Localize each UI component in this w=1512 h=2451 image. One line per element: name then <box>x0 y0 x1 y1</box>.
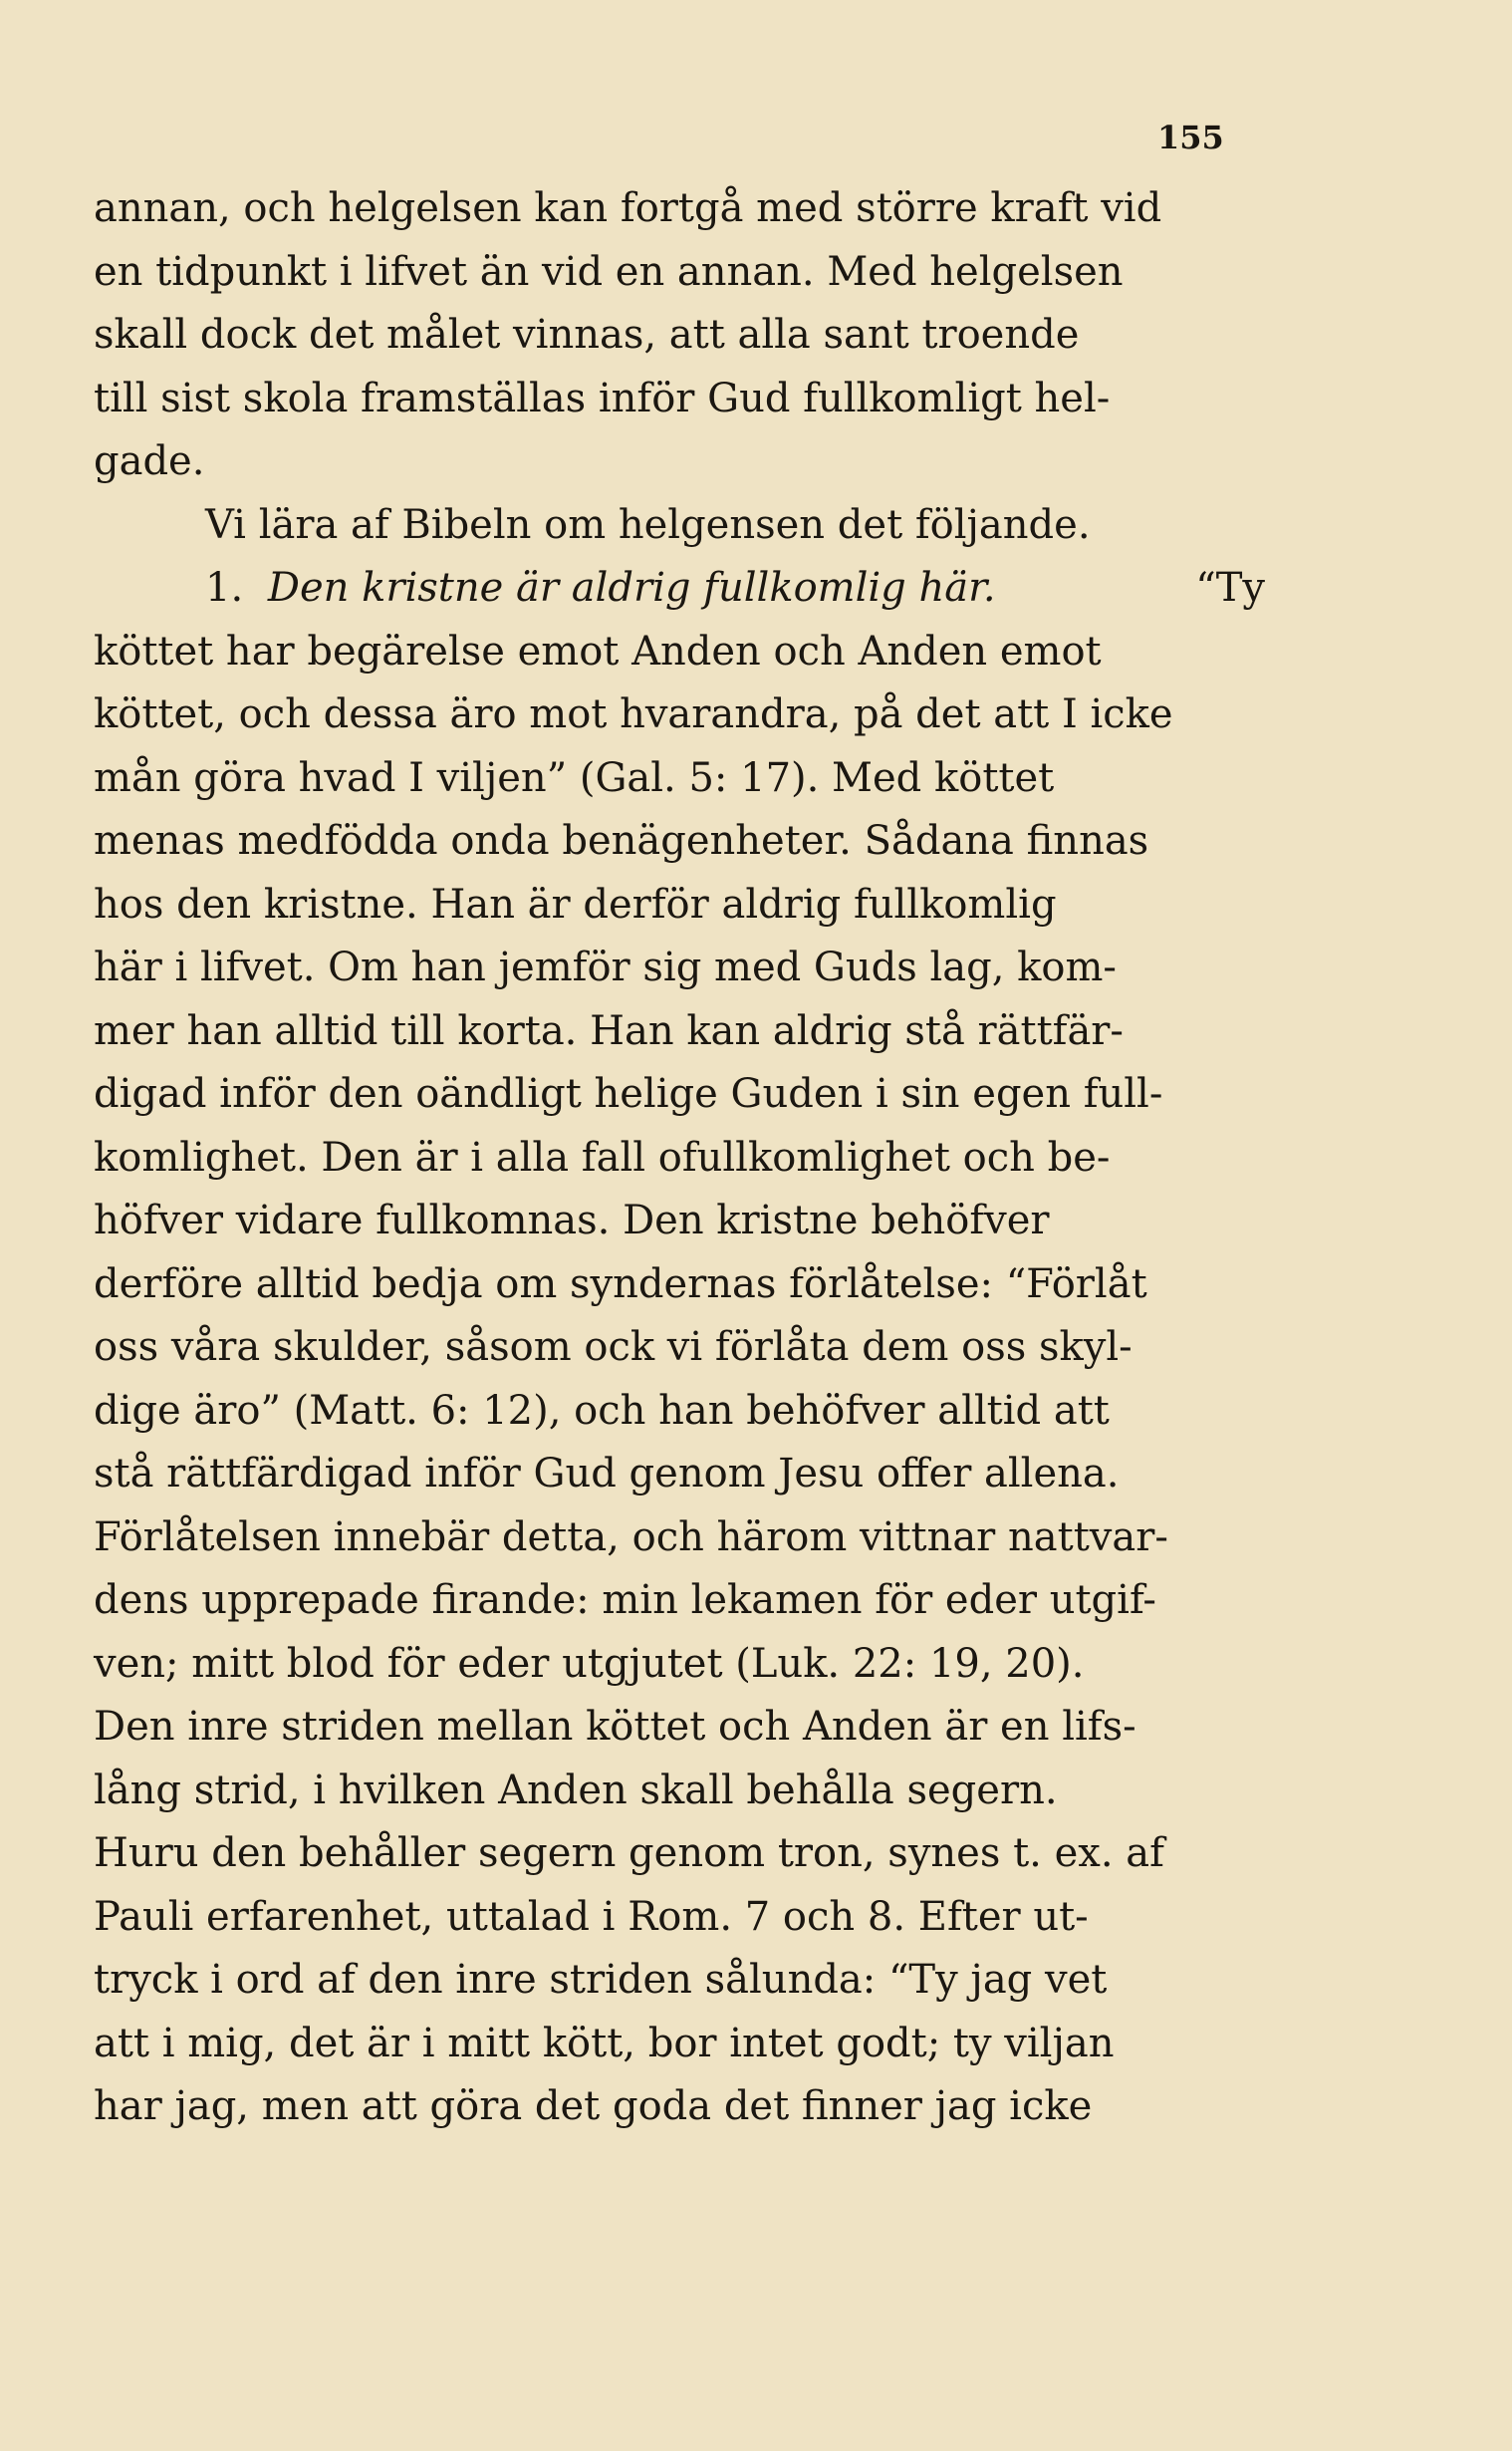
numbered-heading-line <box>94 557 1265 621</box>
body-text <box>94 177 1265 2139</box>
text-line: här i lifvet. Om han jemför sig med Guds lag, kom- <box>94 945 1117 990</box>
text-line: derföre alltid bedja om syndernas förlåtelse: “Förlåt <box>94 1260 1147 1307</box>
text-line: Pauli erfarenhet, uttalad i Rom. 7 och 8. Efter ut- <box>94 1893 1089 1940</box>
text-line: gade. <box>94 438 205 484</box>
text-line: ven; mitt blod för eder utgjutet (Luk. 22: 19, 20). <box>94 1640 1085 1687</box>
text-line: att i mig, det är i mitt kött, bor intet godt; ty viljan <box>94 2020 1115 2066</box>
text-line: höfver vidare fullkomnas. Den kristne behöfver <box>94 1198 1050 1243</box>
text-line: lång strid, i hvilken Anden skall behålla segern. <box>94 1767 1058 1813</box>
text-line: mer han alltid till korta. Han kan aldrig stå rättfär- <box>94 1007 1124 1054</box>
item-heading-rest: “Ty <box>1195 565 1265 611</box>
text-line: hos den kristne. Han är derför aldrig fullkomlig <box>94 881 1057 928</box>
paragraph-first-line: Vi lära af Bibeln om helgensen det följande. <box>205 501 1091 548</box>
text-line: annan, och helgelsen kan fortgå med större kraft vid <box>94 185 1162 231</box>
text-line: dige äro” (Matt. 6: 12), och han behöfver alltid att <box>94 1387 1110 1434</box>
text-line: stå rättfärdigad inför Gud genom Jesu offer allena. <box>94 1451 1120 1497</box>
text-line: digad inför den oändligt helige Guden i sin egen full- <box>94 1071 1163 1117</box>
text-line: köttet, och dessa äro mot hvarandra, på det att I icke <box>94 691 1173 737</box>
text-line: en tidpunkt i lifvet än vid en annan. Med helgelsen <box>94 248 1124 295</box>
text-line: Den inre striden mellan köttet och Anden är en lifs- <box>94 1704 1136 1750</box>
text-line: oss våra skulder, såsom ock vi förlåta dem oss skyl- <box>94 1324 1133 1370</box>
text-line: köttet har begärelse emot Anden och Anden emot <box>94 628 1102 675</box>
item-number: 1. <box>205 565 244 611</box>
text-line: Huru den behåller segern genom tron, synes t. ex. af <box>94 1830 1164 1876</box>
text-line: Förlåtelsen innebär detta, och härom vittnar nattvar- <box>94 1513 1168 1560</box>
text-line: komlighet. Den är i alla fall ofullkomlighet och be- <box>94 1134 1111 1181</box>
text-line: menas medfödda onda benägenheter. Sådana finnas <box>94 818 1149 864</box>
text-line: till sist skola framställas inför Gud fullkomligt hel- <box>94 375 1111 421</box>
page-number: 155 <box>1157 119 1224 156</box>
item-heading-italic: Den kristne är aldrig fullkomlig här. <box>267 565 996 611</box>
text-line: skall dock det målet vinnas, att alla sant troende <box>94 312 1080 358</box>
text-line: tryck i ord af den inre striden sålunda: “Ty jag vet <box>94 1957 1108 2003</box>
text-line: mån göra hvad I viljen” (Gal. 5: 17). Med köttet <box>94 754 1055 801</box>
text-line: har jag, men att göra det goda det finner jag icke <box>94 2083 1093 2129</box>
text-line: dens upprepade firande: min lekamen för eder utgif- <box>94 1577 1156 1623</box>
